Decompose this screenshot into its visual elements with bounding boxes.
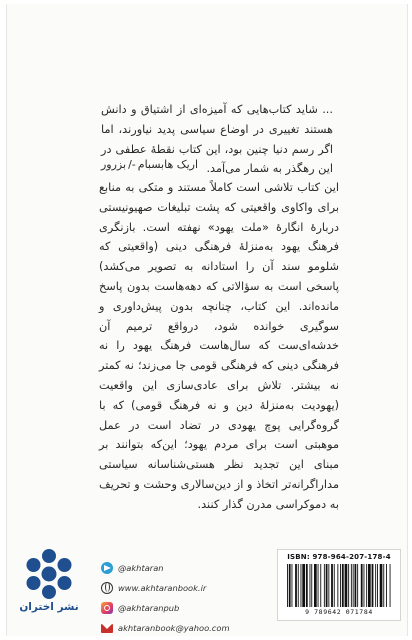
publisher-logo-icon: [23, 547, 75, 601]
contact-telegram[interactable]: [101, 558, 251, 578]
telegram-icon: [101, 562, 113, 574]
contact-email[interactable]: [101, 618, 251, 638]
contact-list: [101, 558, 251, 638]
blurb-text: این کتاب تلاشی است کاملاً مستند و متکی به منابع برای واکاوی واقعیتی که پشت تبلیغات صهیونیستی دربارهٔ انگارهٔ «ملت یهود» نهفته است. بازنگری فرهنگ یهود به‌منزلهٔ فرهنگی دینی (واقعیتی که شلومو سند آن را استادانه به تصویر می‌کشد) پاسخی است به سؤالاتی که دهه‌هاست بدون پاسخ مانده‌اند. این کتاب، چنانچه بدون پیش‌داوری و سوگیری خوانده شود، درواقع ترمیم آن خدشه‌ای‌ست که سال‌هاست فرهنگ یهود را نه فرهنگی دینی که فرهنگی قومی جا می‌زند؛ نه کمتر نه بیشتر. تلاش برای عادی‌سازی این واقعیت (یهودیت به‌منزلهٔ دین و نه فرهنگ قومی) که با گروه‌گرایی پوچ یهودی در تضاد است در عمل موهبتی است برای مردم یهود؛ این‌که بتوانند بر مبنای این تجدید نظر هستی‌شناسانه سیاستی مداراگرانه‌تر اتخاذ و از دین‌سالاری وحشت و تحریف به دموکراسی مدرن گذار کنند.: [99, 181, 339, 511]
instagram-icon: [101, 602, 113, 614]
contact-website-label: www.akhtaranbook.ir: [118, 583, 207, 593]
barcode-icon: [286, 564, 392, 607]
isbn-label: ISBN: 978-964-207-178-4: [287, 553, 391, 561]
mail-icon: [101, 624, 113, 633]
quote-attribution: اریک هابسبام-/بزرور: [101, 158, 199, 171]
isbn-barcode-box: [277, 549, 401, 621]
quote-author: اریک هابسبام: [137, 158, 199, 171]
quote-source: بزرور: [101, 158, 127, 171]
publisher-name: نشر اختران: [19, 601, 79, 613]
quote-text: ... شاید کتاب‌هایی که آمیزه‌ای از اشتیاق و دانش هستند تغییری در اوضاع سیاسی پدید نیاورند، اما اگر رسم دنیا چنین بود، این کتاب نقطهٔ عطفی در این رهگذر به شمار می‌آمد.: [101, 103, 333, 176]
contact-email-label: akhtaranbook@yahoo.com: [118, 623, 230, 633]
barcode-digits: 9 789642 071784: [305, 608, 373, 616]
contact-instagram[interactable]: [101, 598, 251, 618]
contact-telegram-label: @akhtaran: [118, 563, 164, 573]
web-icon: [101, 582, 113, 594]
book-back-cover: [6, 4, 408, 636]
contact-website[interactable]: [101, 578, 251, 598]
contact-instagram-label: @akhtaranpub: [118, 603, 180, 613]
